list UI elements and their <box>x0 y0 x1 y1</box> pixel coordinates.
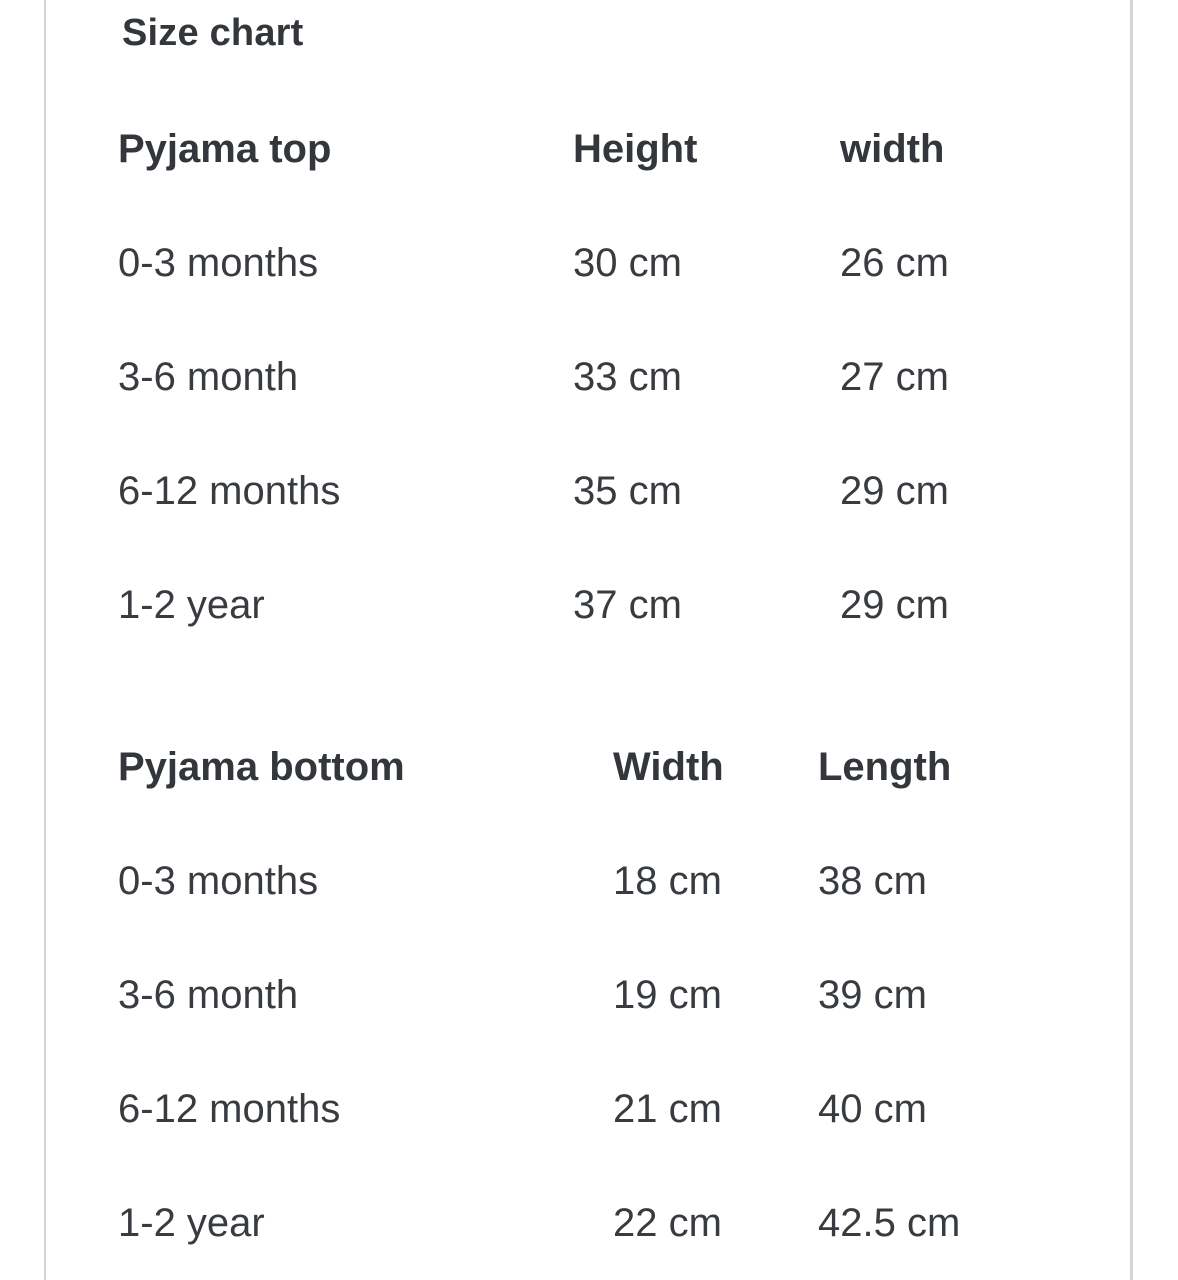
cell-value: 33 cm <box>573 355 682 399</box>
row-label: 6-12 months <box>118 469 341 513</box>
cell-value: 19 cm <box>613 973 722 1017</box>
cell-value: 29 cm <box>840 469 949 513</box>
cell-value: 38 cm <box>818 859 927 903</box>
cell-value: 37 cm <box>573 583 682 627</box>
row-label: 3-6 month <box>118 973 299 1017</box>
width-column-header: width <box>840 127 945 171</box>
width-column-header: Width <box>613 745 724 789</box>
pyjama-top-table <box>118 92 1130 662</box>
right-divider <box>1130 0 1133 1280</box>
row-label: 0-3 months <box>118 859 319 903</box>
pyjama-top-table-title: Pyjama top <box>118 127 332 171</box>
cell-value: 29 cm <box>840 583 949 627</box>
row-label: 1-2 year <box>118 583 265 627</box>
cell-value: 39 cm <box>818 973 927 1017</box>
size-chart-title: Size chart <box>122 12 304 54</box>
row-label: 1-2 year <box>118 1201 265 1245</box>
cell-value: 27 cm <box>840 355 949 399</box>
cell-value: 22 cm <box>613 1201 722 1245</box>
row-label: 0-3 months <box>118 241 319 285</box>
cell-value: 18 cm <box>613 859 722 903</box>
row-label: 3-6 month <box>118 355 299 399</box>
pyjama-bottom-table-title: Pyjama bottom <box>118 745 405 789</box>
cell-value: 30 cm <box>573 241 682 285</box>
pyjama-bottom-table <box>118 710 1130 1280</box>
row-label: 6-12 months <box>118 1087 341 1131</box>
cell-value: 42.5 cm <box>818 1201 961 1245</box>
left-divider <box>44 0 46 1280</box>
length-column-header: Length <box>818 745 952 789</box>
cell-value: 40 cm <box>818 1087 927 1131</box>
height-column-header: Height <box>573 127 698 171</box>
cell-value: 35 cm <box>573 469 682 513</box>
cell-value: 21 cm <box>613 1087 722 1131</box>
cell-value: 26 cm <box>840 241 949 285</box>
